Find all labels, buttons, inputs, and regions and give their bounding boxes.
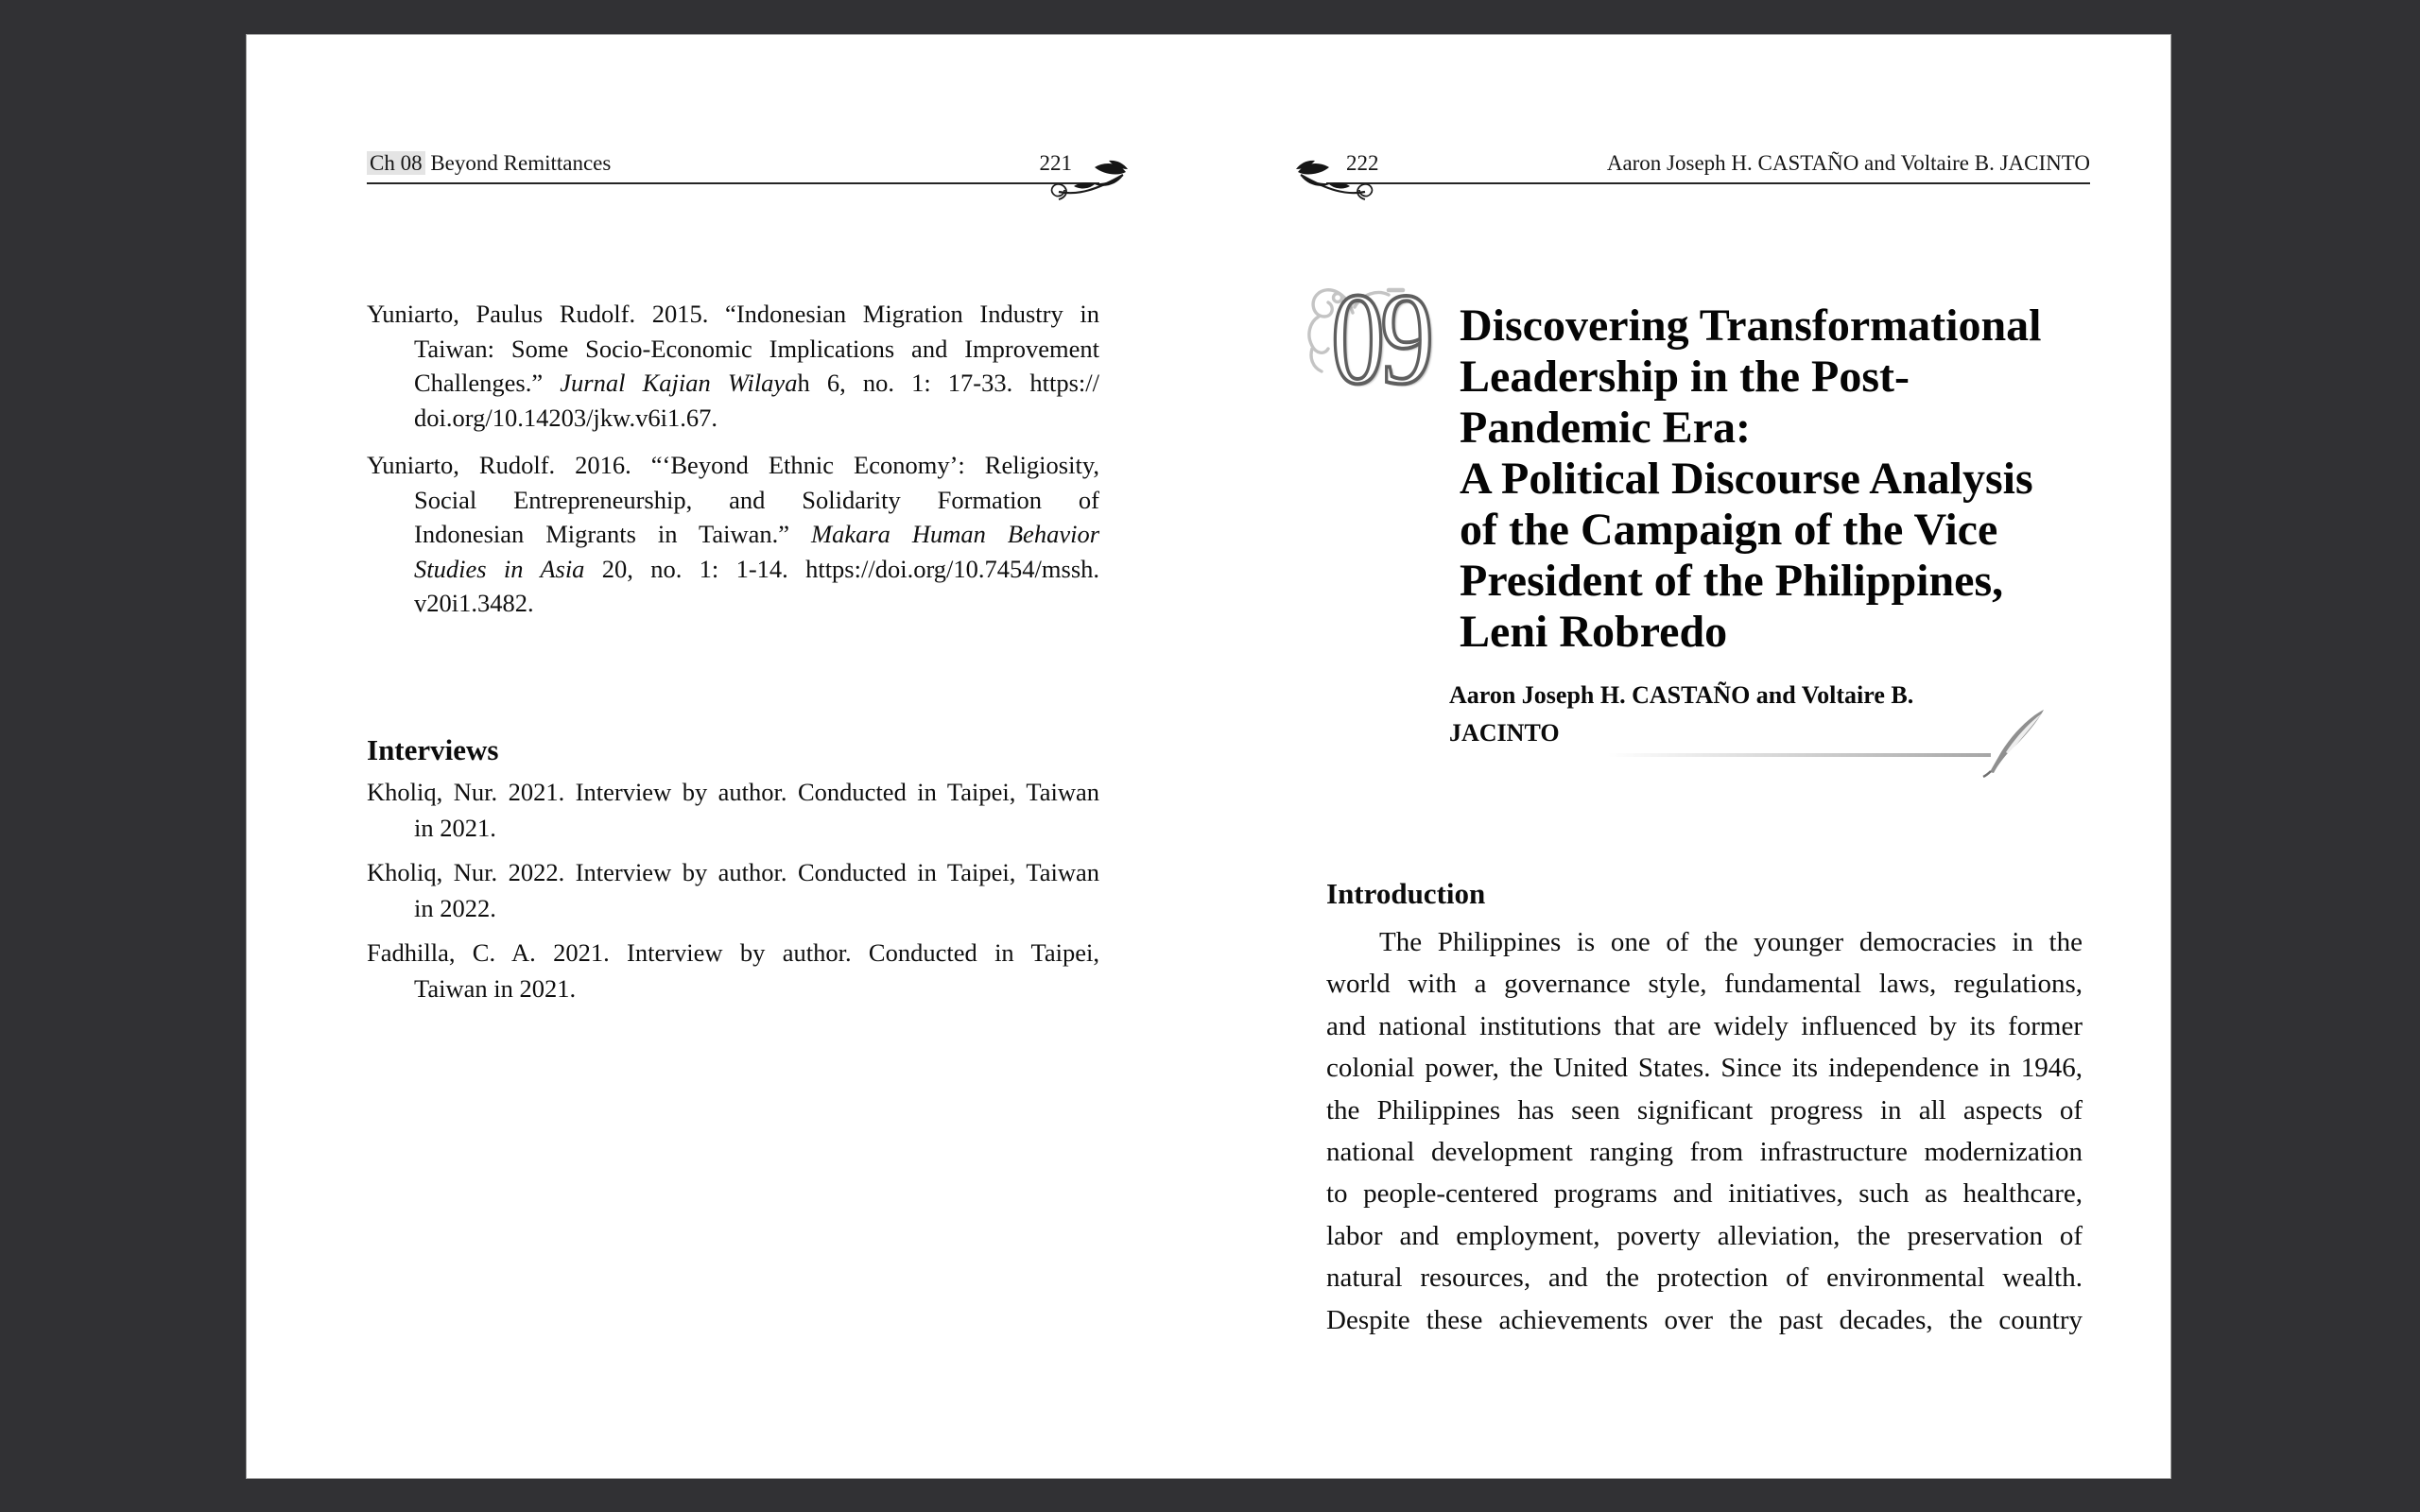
header-flourish-icon — [1036, 160, 1134, 201]
reference-entry: Yuniarto, Rudolf. 2016. “‘Beyond Ethnic Economy’: Religiosity, Social Entrepreneurship, and Solidarity Formation of Indonesian Migrants in Taiwan.” Makara Human Behavior Studies in Asia 20, no. 1: 1-14. https://doi.org/10.7454/mssh. v20i1.3482. — [367, 451, 1100, 618]
left-running-title: Ch 08 Beyond Remittances — [367, 150, 611, 177]
interview-entry: Fadhilla, C. A. 2021. Interview by author. Conducted in Taipei, Taiwan in 2021. — [367, 938, 1099, 1003]
header-flourish-icon — [1289, 160, 1388, 201]
interview-entry: Kholiq, Nur. 2022. Interview by author. Conducted in Taipei, Taiwan in 2022. — [367, 858, 1099, 922]
right-running-title: Aaron Joseph H. CASTAÑO and Voltaire B. JACINTO — [1606, 151, 2090, 175]
interviews-heading: Interviews — [367, 733, 499, 766]
quill-feather-icon — [1981, 708, 2049, 778]
book-spread — [246, 34, 2171, 1479]
right-page-number: 222 — [1346, 151, 1379, 175]
chapter-number: 09 — [1331, 266, 1430, 412]
author-divider-line — [1608, 753, 1991, 757]
chapter-authors: Aaron Joseph H. CASTAÑO and Voltaire B. JACINTO — [1449, 681, 1914, 747]
introduction-heading: Introduction — [1326, 877, 1486, 910]
reference-entry: Yuniarto, Paulus Rudolf. 2015. “Indonesian Migration Industry in Taiwan: Some Socio-Economic Implications and Improvement Challenges.” Jurnal Kajian Wilayah 6, no. 1: 17-33. https:// doi.org/10.14203/jkw.v6i1.67. — [367, 300, 1099, 432]
chapter-title: Discovering Transformational Leadership in the Post- Pandemic Era: A Political Discourse Analysis of the Campaign of the Vice President of the Philippines, Leni Robredo — [1460, 301, 2042, 657]
right-running-head — [1326, 150, 2090, 184]
chapter-tag-highlight: Ch 08 — [367, 151, 425, 175]
left-page-number: 221 — [1039, 151, 1072, 175]
introduction-paragraph: The Philippines is one of the younger democracies in the world with a governance style, fundamental laws, regulations, and national institutions that are widely influenced by its former colonial power, the United States. Since its independence in 1946, the Philippines has seen significant progress in all aspects of national development ranging from infrastructure modernization to people-centered programs and initiatives, such as healthcare, labor and employment, poverty alleviation, the preservation of natural resources, and the protection of environmental wealth. Despite these achievements over the past decades, the country — [1326, 927, 2083, 1335]
left-running-head — [367, 150, 1099, 184]
interview-entry: Kholiq, Nur. 2021. Interview by author. Conducted in Taipei, Taiwan in 2021. — [367, 778, 1099, 842]
